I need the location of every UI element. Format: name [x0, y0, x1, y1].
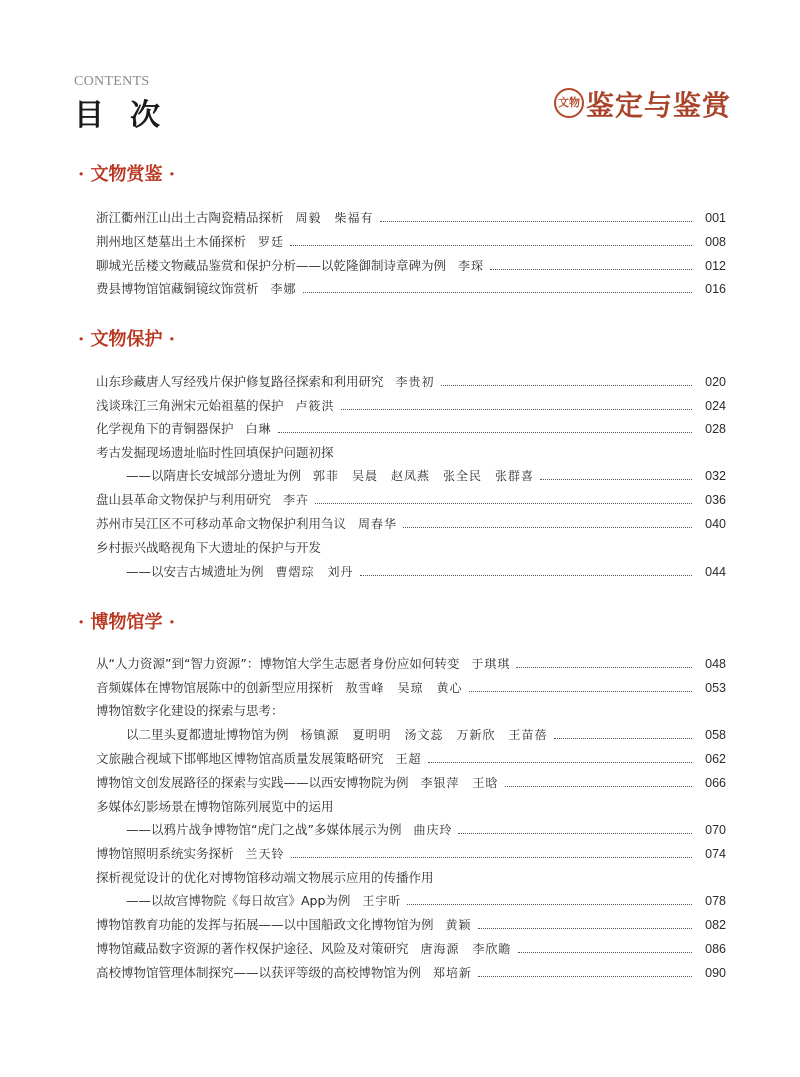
entry-authors: 李贵初 — [395, 375, 435, 389]
dot-leader — [554, 738, 692, 739]
entry-page: 082 — [705, 918, 726, 932]
dot-leader — [490, 269, 692, 270]
entry-title: 博物馆藏品数字资源的著作权保护途径、风险及对策研究 — [96, 941, 409, 956]
dot-leader — [403, 527, 692, 528]
entry-title: 博物馆数字化建设的探索与思考： — [96, 703, 284, 718]
dot-leader — [315, 503, 692, 504]
dot-leader — [516, 667, 692, 668]
toc-entry[interactable] — [96, 677, 726, 697]
entry-title: 博物馆照明系统实务探析 — [96, 846, 234, 861]
section-title-appreciation: · 文物赏鉴 · — [78, 164, 176, 185]
entry-page: 024 — [705, 399, 726, 413]
toc-entry[interactable] — [96, 513, 726, 533]
entry-title: 聊城光岳楼文物藏品鉴赏和保护分析——以乾隆御制诗章碑为例 — [96, 258, 447, 273]
logo-text: 鉴定与鉴赏 — [586, 89, 732, 122]
logo-seal-icon: 文物 — [554, 88, 584, 118]
entry-page: 016 — [705, 282, 726, 296]
dot-leader — [518, 952, 692, 953]
toc-entry[interactable] — [96, 255, 726, 275]
entry-page: 036 — [705, 493, 726, 507]
entry-authors: 唐海源 李欣瞻 — [420, 942, 512, 956]
entry-title: 博物馆文创发展路径的探索与实践——以西安博物院为例 — [96, 775, 409, 790]
contents-english-heading: CONTENTS — [74, 74, 150, 89]
toc-entry-title-line[interactable] — [96, 442, 726, 462]
toc-entry[interactable] — [96, 843, 726, 863]
dot-leader — [380, 221, 692, 222]
entry-authors: 兰天铃 — [245, 847, 285, 861]
entry-page: 020 — [705, 375, 726, 389]
toc-entry-title-line[interactable] — [96, 537, 726, 557]
section-title-museology: · 博物馆学 · — [78, 612, 176, 633]
entry-page: 032 — [705, 469, 726, 483]
entry-authors: 于琪琪 — [471, 657, 511, 671]
dot-leader — [441, 385, 692, 386]
entry-page: 048 — [705, 657, 726, 671]
toc-entry-title-line[interactable] — [96, 796, 726, 816]
dot-leader — [458, 833, 692, 834]
entry-authors: 李琛 — [458, 259, 485, 273]
toc-entry-title-line[interactable] — [96, 700, 726, 720]
dot-leader — [290, 245, 692, 246]
toc-entry[interactable] — [96, 962, 726, 982]
entry-page: 053 — [705, 681, 726, 695]
toc-entry-subtitle[interactable] — [126, 465, 726, 485]
entry-title: 博物馆教育功能的发挥与拓展——以中国船政文化博物馆为例 — [96, 917, 434, 932]
toc-entry[interactable] — [96, 278, 726, 298]
entry-title: 盘山县革命文物保护与利用研究 — [96, 492, 272, 507]
entry-page: 090 — [705, 966, 726, 980]
toc-entry-subtitle[interactable] — [126, 561, 726, 581]
toc-entry[interactable] — [96, 371, 726, 391]
entry-authors: 王超 — [395, 752, 422, 766]
dot-leader — [360, 575, 692, 576]
entry-page: 028 — [705, 422, 726, 436]
entry-title: 苏州市吴江区不可移动革命文物保护利用刍议 — [96, 516, 347, 531]
entry-authors: 白琳 — [245, 422, 272, 436]
entry-title: 文旅融合视域下邯郸地区博物馆高质量发展策略研究 — [96, 751, 384, 766]
entry-authors: 周毅 柴福有 — [295, 211, 374, 225]
entry-page: 074 — [705, 847, 726, 861]
dot-leader — [469, 691, 692, 692]
entry-title: 探析视觉设计的优化对博物馆移动端文物展示应用的传播作用 — [96, 870, 434, 885]
entry-authors: 杨镇源 夏明明 汤文蕊 万新欣 王苗蓓 — [300, 728, 548, 742]
entry-authors: 周春华 — [358, 517, 398, 531]
toc-entry-subtitle[interactable] — [126, 890, 726, 910]
toc-entry[interactable] — [96, 395, 726, 415]
entry-subtitle: ——以安吉古城遗址为例 — [126, 564, 264, 579]
entry-authors: 罗廷 — [258, 235, 285, 249]
entry-page: 044 — [705, 565, 726, 579]
toc-entry-subtitle[interactable] — [126, 724, 726, 744]
toc-entry[interactable] — [96, 653, 726, 673]
entry-page: 012 — [705, 259, 726, 273]
entry-title: 化学视角下的青铜器保护 — [96, 421, 234, 436]
entry-title: 考古发掘现场遗址临时性回填保护问题初探 — [96, 445, 334, 460]
toc-entry[interactable] — [96, 772, 726, 792]
toc-entry[interactable] — [96, 207, 726, 227]
toc-entry[interactable] — [96, 418, 726, 438]
toc-entry[interactable] — [96, 914, 726, 934]
entry-title: 音频媒体在博物馆展陈中的创新型应用探析 — [96, 680, 334, 695]
toc-entry-title-line[interactable] — [96, 867, 726, 887]
entry-subtitle: ——以鸦片战争博物馆“虎门之战”多媒体展示为例 — [126, 822, 402, 837]
entry-page: 001 — [705, 211, 726, 225]
entry-authors: 曹熠琮 刘丹 — [275, 565, 354, 579]
dot-leader — [478, 976, 692, 977]
entry-authors: 李卉 — [283, 493, 310, 507]
dot-leader — [291, 857, 692, 858]
entry-subtitle: 以二里头夏都遗址博物馆为例 — [126, 727, 289, 742]
entry-title: 高校博物馆管理体制探究——以获评等级的高校博物馆为例 — [96, 965, 422, 980]
entry-authors: 黄颖 — [445, 918, 472, 932]
entry-page: 070 — [705, 823, 726, 837]
entry-title: 费县博物馆馆藏铜镜纹饰赏析 — [96, 281, 259, 296]
toc-entry[interactable] — [96, 938, 726, 958]
entry-page: 066 — [705, 776, 726, 790]
entry-authors: 王宇昕 — [362, 894, 402, 908]
entry-title: 从“人力资源”到“智力资源”：博物馆大学生志愿者身份应如何转变 — [96, 656, 460, 671]
entry-authors: 敖雪峰 吴琼 黄心 — [345, 681, 463, 695]
entry-authors: 郑培新 — [433, 966, 473, 980]
dot-leader — [278, 432, 692, 433]
toc-entry-subtitle[interactable] — [126, 819, 726, 839]
contents-chinese-heading: 目次 — [74, 98, 186, 133]
entry-title: 荆州地区楚墓出土木俑探析 — [96, 234, 247, 249]
entry-title: 山东珍藏唐人写经残片保护修复路径探索和利用研究 — [96, 374, 384, 389]
journal-logo — [554, 82, 734, 122]
toc-entry[interactable] — [96, 231, 726, 251]
dot-leader — [341, 409, 692, 410]
dot-leader — [407, 904, 692, 905]
dot-leader — [478, 928, 692, 929]
entry-page: 062 — [705, 752, 726, 766]
entry-subtitle: ——以故宫博物院《每日故宫》App为例 — [126, 893, 351, 908]
entry-page: 078 — [705, 894, 726, 908]
entry-page: 008 — [705, 235, 726, 249]
dot-leader — [303, 292, 692, 293]
entry-authors: 曲庆玲 — [413, 823, 453, 837]
entry-authors: 卢筱洪 — [295, 399, 335, 413]
entry-subtitle: ——以隋唐长安城部分遗址为例 — [126, 468, 302, 483]
entry-authors: 李娜 — [270, 282, 297, 296]
dot-leader — [428, 762, 692, 763]
entry-page: 086 — [705, 942, 726, 956]
toc-entry[interactable] — [96, 748, 726, 768]
dot-leader — [505, 786, 692, 787]
entry-authors: 李银萍 王晗 — [420, 776, 499, 790]
entry-title: 乡村振兴战略视角下大遗址的保护与开发 — [96, 540, 322, 555]
toc-entry[interactable] — [96, 489, 726, 509]
entry-page: 040 — [705, 517, 726, 531]
entry-title: 多媒体幻影场景在博物馆陈列展览中的运用 — [96, 799, 334, 814]
entry-authors: 郭菲 吴晨 赵凤燕 张全民 张群喜 — [313, 469, 535, 483]
entry-title: 浙江衢州江山出土古陶瓷精品探析 — [96, 210, 284, 225]
entry-page: 058 — [705, 728, 726, 742]
entry-title: 浅谈珠江三角洲宋元始祖墓的保护 — [96, 398, 284, 413]
dot-leader — [540, 479, 692, 480]
section-title-conservation: · 文物保护 · — [78, 329, 176, 350]
